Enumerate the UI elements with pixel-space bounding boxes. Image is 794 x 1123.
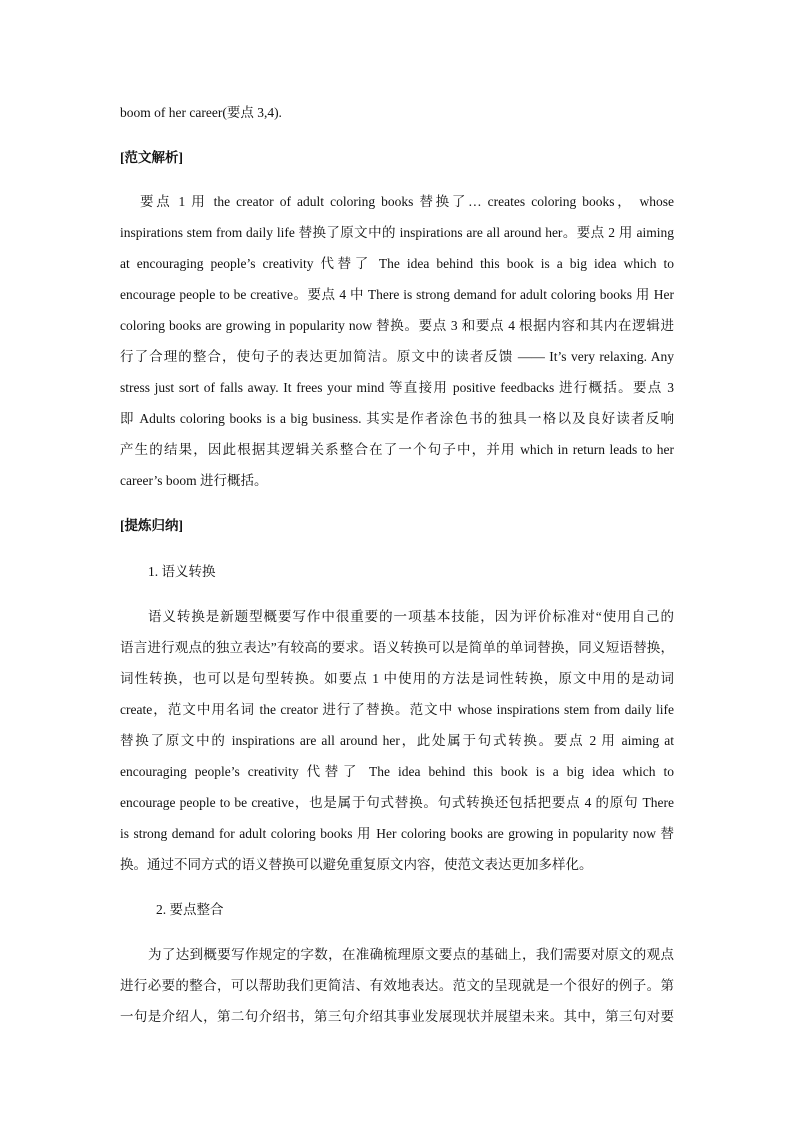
analysis-line: 产生的结果，因此根据其逻辑关系整合在了一个句子中，并用 which in return leads to her bbox=[120, 442, 674, 457]
analysis-line: 要点 1 用 the creator of adult coloring books 替换了… creates coloring books， whose bbox=[140, 194, 674, 209]
section-1-line: create，范文中用名词 the creator 进行了替换。范文中 whose inspirations stem from daily life bbox=[120, 702, 674, 717]
section-2-line: 一句是介绍人，第二句介绍书，第三句介绍其事业发展现状并展望未来。其中，第三句对要 bbox=[120, 1009, 674, 1024]
analysis-line: coloring books are growing in popularity now 替换。要点 3 和要点 4 根据内容和其内在逻辑进 bbox=[120, 318, 674, 333]
analysis-line: stress just sort of falls away. It frees your mind 等直接用 positive feedbacks 进行概括。要点 3 bbox=[120, 380, 674, 395]
section-2-line: 为了达到概要写作规定的字数，在准确梳理原文要点的基础上，我们需要对原文的观点 bbox=[148, 947, 674, 962]
analysis-line: career’s boom 进行概括。 bbox=[120, 473, 268, 488]
analysis-line: 行了合理的整合，使句子的表达更加简洁。原文中的读者反馈 —— It’s very relaxing. Any bbox=[120, 349, 674, 364]
section-1-line: encouraging people’s creativity 代替了 The idea behind this book is a big idea which to bbox=[120, 764, 674, 779]
section-1-title: 1. 语义转换 bbox=[148, 564, 216, 579]
analysis-line: encourage people to be creative。要点 4 中 There is strong demand for adult coloring books 用 Her bbox=[120, 287, 674, 302]
section-1-line: 替换了原文中的 inspirations are all around her，此处属于句式转换。要点 2 用 aiming at bbox=[120, 733, 674, 748]
section-1-line: 换。通过不同方式的语义替换可以避免重复原文内容，使范文表达更加多样化。 bbox=[120, 857, 593, 872]
analysis-line: at encouraging people’s creativity 代替了 The idea behind this book is a big idea which to bbox=[120, 256, 674, 271]
section-1-line: 语言进行观点的独立表达”有较高的要求。语义转换可以是简单的单词替换，同义短语替换， bbox=[120, 640, 674, 655]
section-2-title: 2. 要点整合 bbox=[156, 902, 224, 917]
analysis-heading: [范文解析] bbox=[120, 150, 183, 165]
analysis-line: 即 Adults coloring books is a big business. 其实是作者涂色书的独具一格以及良好读者反响 bbox=[120, 411, 674, 426]
section-1-line: 语义转换是新题型概要写作中很重要的一项基本技能，因为评价标准对“使用自己的 bbox=[148, 609, 674, 624]
section-1-line: 词性转换，也可以是句型转换。如要点 1 中使用的方法是词性转换，原文中用的是动词 bbox=[120, 671, 674, 686]
section-1-line: is strong demand for adult coloring books 用 Her coloring books are growing in popularity now 替 bbox=[120, 826, 674, 841]
analysis-line: inspirations stem from daily life 替换了原文中的 inspirations are all around her。要点 2 用 aiming bbox=[120, 225, 674, 240]
intro-tail-line: boom of her career(要点 3,4). bbox=[120, 105, 282, 120]
section-2-line: 进行必要的整合，可以帮助我们更简洁、有效地表达。范文的呈现就是一个很好的例子。第 bbox=[120, 978, 674, 993]
summary-heading: [提炼归纳] bbox=[120, 518, 183, 533]
section-1-line: encourage people to be creative，也是属于句式替换。句式转换还包括把要点 4 的原句 There bbox=[120, 795, 674, 810]
